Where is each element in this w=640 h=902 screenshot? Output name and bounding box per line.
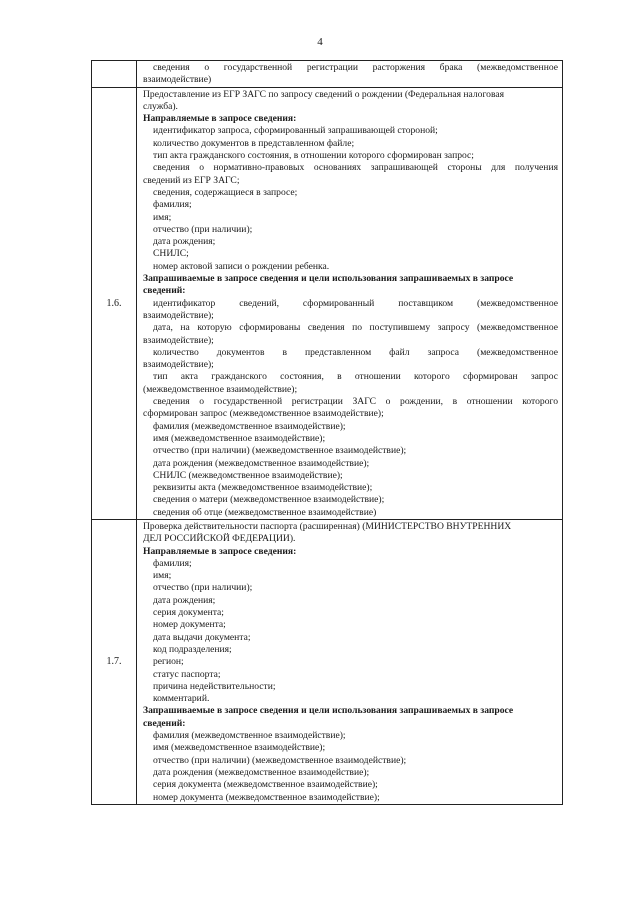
- content-line: комментарий.: [153, 693, 210, 705]
- content-line: тип акта гражданского состояния, в отношении которого сформирован запрос: [153, 371, 558, 383]
- content-line: взаимодействие);: [143, 334, 214, 346]
- content-line: сведений:: [143, 285, 186, 297]
- table-row: [92, 87, 563, 519]
- row-number: 1.6.: [92, 87, 137, 519]
- table-body: [92, 61, 563, 805]
- content-line: дата рождения;: [153, 594, 216, 606]
- content-line: дата рождения (межведомственное взаимодействие);: [153, 766, 370, 778]
- content-line: сведения о матери (межведомственное взаимодействие);: [153, 494, 385, 506]
- content-line: Направляемые в запросе сведения:: [143, 113, 297, 125]
- content-line: сведений:: [143, 717, 186, 729]
- content-line: фамилия (межведомственное взаимодействие);: [153, 420, 346, 432]
- content-line: отчество (при наличии) (межведомственное взаимодействие);: [153, 445, 407, 457]
- content-line: сведения, содержащиеся в запросе;: [153, 186, 298, 198]
- content-line: взаимодействие);: [143, 359, 214, 371]
- content-line: сведения о государственной регистрации ЗАГС о рождении, в отношении которого: [153, 396, 558, 408]
- content-line: фамилия (межведомственное взаимодействие);: [153, 730, 346, 742]
- content-line: фамилия;: [153, 557, 192, 569]
- content-line: сведения о нормативно-правовых основаниях запрашивающей стороны для получения: [153, 162, 558, 174]
- content-line: количество документов в представленном файле;: [153, 137, 355, 149]
- table-row: [92, 61, 563, 88]
- row-number: 1.7.: [92, 519, 137, 804]
- content-line: имя;: [153, 211, 172, 223]
- content-line: номер актовой записи о рождении ребенка.: [153, 260, 330, 272]
- content-line: сведений из ЕГР ЗАГС;: [143, 174, 240, 186]
- content-line: имя (межведомственное взаимодействие);: [153, 742, 326, 754]
- row-content: [137, 519, 563, 804]
- content-line: Запрашиваемые в запросе сведения и цели использования запрашиваемых в запросе: [143, 273, 514, 285]
- content-line: СНИЛС;: [153, 248, 189, 260]
- content-line: номер документа (межведомственное взаимодействие);: [153, 791, 380, 803]
- content-line: имя;: [153, 570, 172, 582]
- content-line: код подразделения;: [153, 643, 232, 655]
- content-line: СНИЛС (межведомственное взаимодействие);: [153, 469, 343, 481]
- content-line: отчество (при наличии);: [153, 223, 253, 235]
- content-line: дата рождения;: [153, 236, 216, 248]
- content-line: реквизиты акта (межведомственное взаимодействие);: [153, 482, 373, 494]
- content-line: серия документа;: [153, 607, 224, 619]
- content-line: сведения об отце (межведомственное взаимодействие): [153, 506, 377, 518]
- content-line: сформирован запрос (межведомственное взаимодействие);: [143, 408, 384, 420]
- requirements-table: [91, 60, 563, 805]
- content-line: количество документов в представленном файл запроса (межведомственное: [153, 346, 558, 358]
- content-line: имя (межведомственное взаимодействие);: [153, 432, 326, 444]
- content-line: сведения о государственной регистрации расторжения брака (межведомственное: [153, 62, 558, 73]
- row-content: [137, 87, 563, 519]
- table-row: [92, 519, 563, 804]
- content-line: отчество (при наличии) (межведомственное взаимодействие);: [153, 754, 407, 766]
- content-line: ДЕЛ РОССИЙСКОЙ ФЕДЕРАЦИИ).: [143, 533, 296, 545]
- content-line: отчество (при наличии);: [153, 582, 253, 594]
- content-line: тип акта гражданского состояния, в отношении которого сформирован запрос;: [153, 150, 474, 162]
- content-line: Запрашиваемые в запросе сведения и цели использования запрашиваемых в запросе: [143, 705, 514, 717]
- content-line: номер документа;: [153, 619, 226, 631]
- content-line: Направляемые в запросе сведения:: [143, 545, 297, 557]
- content-line: (межведомственное взаимодействие);: [143, 383, 298, 395]
- content-line: взаимодействие);: [143, 309, 214, 321]
- content-line: серия документа (межведомственное взаимодействие);: [153, 779, 378, 791]
- page-number: 4: [317, 36, 323, 48]
- content-line: взаимодействие): [143, 74, 212, 86]
- content-line: дата, на которую сформированы сведения по поступившему запросу (межведомственное: [153, 322, 558, 334]
- row-number: [92, 61, 137, 88]
- content-line: фамилия;: [153, 199, 192, 211]
- content-line: идентификатор сведений, сформированный поставщиком (межведомственное: [153, 297, 558, 309]
- content-line: идентификатор запроса, сформированный запрашивающей стороной;: [153, 125, 438, 137]
- content-line: служба).: [143, 100, 178, 112]
- content-line: дата рождения (межведомственное взаимодействие);: [153, 457, 370, 469]
- content-line: статус паспорта;: [153, 668, 221, 680]
- content-line: Предоставление из ЕГР ЗАГС по запросу сведений о рождении (Федеральная налоговая: [143, 88, 505, 100]
- row-content: [137, 61, 563, 88]
- content-line: регион;: [153, 656, 184, 668]
- content-line: дата выдачи документа;: [153, 631, 251, 643]
- content-line: Проверка действительности паспорта (расширенная) (МИНИСТЕРСТВО ВНУТРЕННИХ: [143, 520, 512, 532]
- content-line: причина недействительности;: [153, 680, 276, 692]
